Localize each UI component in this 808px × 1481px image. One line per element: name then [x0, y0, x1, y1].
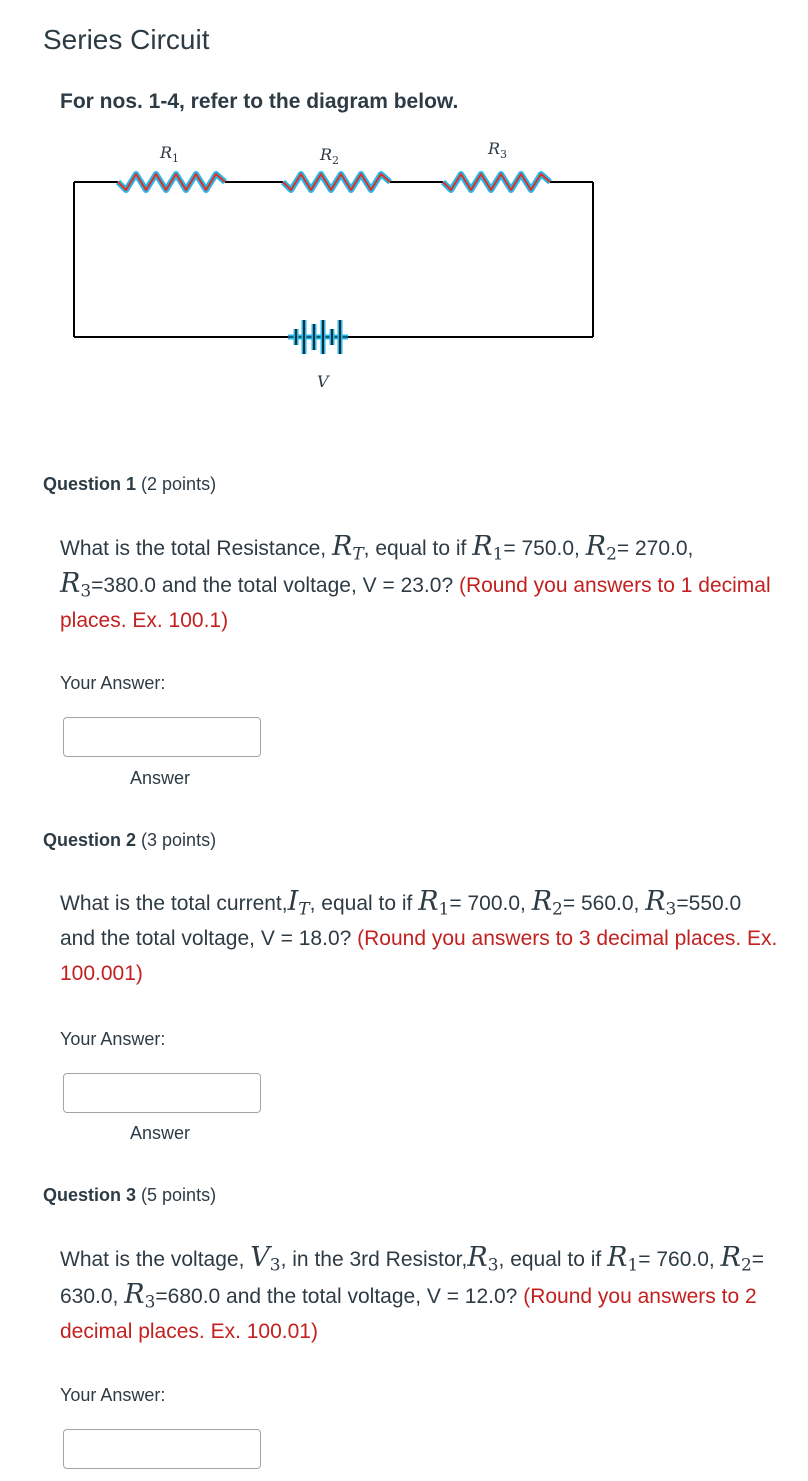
- var-r3: $R_3$: [124, 1279, 156, 1313]
- var-r2: $R_2$: [720, 1242, 752, 1276]
- question-2-answer-input[interactable]: [63, 1073, 261, 1113]
- instructions-text: For nos. 1-4, refer to the diagram below.: [60, 90, 459, 113]
- question-2-hint: (Round you answers to 3 decimal places. Ex. 100.001): [60, 927, 778, 985]
- question-3-text: What is the voltage, $V_3$, in the 3rd $Resistor,R_3$, equal to if $R_1= 760.0$, $R_2= 630.0$, $R_3=680.0$ and the total voltage, V = 12.0? (Round you answers to 2 decimal places. Ex. 100.01): [60, 1242, 765, 1343]
- resistor-r3: [443, 174, 550, 190]
- var-v3: $V_3$: [250, 1242, 281, 1276]
- question-1-text: What is the total Resistance, $R_T$, equal to if $R_1= 750.0$, $R_2= 270.0$, $R_3=380.0$ and the total voltage, V = 23.0? (Round you answers to 1 decimal places. Ex. 100.1): [60, 531, 771, 632]
- label-r1: $R_1$: [160, 143, 180, 165]
- var-r1: $R_1$: [472, 531, 504, 565]
- question-2-your-answer-label: Your Answer:: [60, 1029, 166, 1049]
- question-2-header: [43, 830, 216, 851]
- question-1-your-answer-label: Your Answer:: [60, 673, 166, 693]
- label-v: V: [317, 372, 329, 391]
- resistor-r2: [283, 174, 390, 190]
- question-2-text: What is the total $current,I_T$, equal to if $R_1= 700.0$, $R_2= 560.0$, $R_3=550.0$ and the total voltage, V = 18.0? (Round you answers to 3 decimal places. Ex. 100.001): [60, 886, 778, 985]
- question-2-points: (3 points): [141, 830, 217, 850]
- question-2-number: Question 2: [43, 830, 137, 850]
- var-r3: $R_3$: [467, 1242, 499, 1276]
- var-r2: $R_2$: [531, 886, 563, 920]
- question-1-hint: (Round you answers to 1 decimal places. Ex. 100.1): [60, 574, 771, 632]
- var-it: $I_T$: [287, 886, 310, 920]
- question-1-number: Question 1: [43, 474, 137, 494]
- battery-icon: [288, 320, 348, 354]
- question-2-answer-label: Answer: [130, 1123, 191, 1143]
- question-3-your-answer-label: Your Answer:: [60, 1385, 166, 1405]
- question-1-points: (2 points): [141, 474, 217, 494]
- var-r3: $R_3$: [60, 568, 92, 602]
- var-r1: $R_1$: [418, 886, 450, 920]
- question-3-number: Question 3: [43, 1185, 137, 1205]
- question-3-answer-input[interactable]: [63, 1429, 261, 1469]
- var-r2: $R_2$: [585, 531, 617, 565]
- var-r1: $R_1$: [607, 1242, 639, 1276]
- question-3-header: [43, 1185, 216, 1206]
- circuit-wires: [74, 182, 593, 337]
- label-r3: $R_3$: [488, 139, 508, 161]
- series-circuit-diagram: [60, 130, 620, 400]
- question-3-points: (5 points): [141, 1185, 217, 1205]
- question-1-answer-input[interactable]: [63, 717, 261, 757]
- page-title: Series Circuit: [43, 24, 210, 55]
- question-3-hint: (Round you answers to 2 decimal places. Ex. 100.01): [60, 1285, 757, 1343]
- resistor-r1: [118, 174, 225, 190]
- question-1-header: [43, 474, 216, 495]
- var-rt: $R_T$: [331, 531, 364, 565]
- question-1-answer-label: Answer: [130, 768, 191, 788]
- label-r2: $R_2$: [320, 145, 340, 167]
- var-r3: $R_3$: [645, 886, 677, 920]
